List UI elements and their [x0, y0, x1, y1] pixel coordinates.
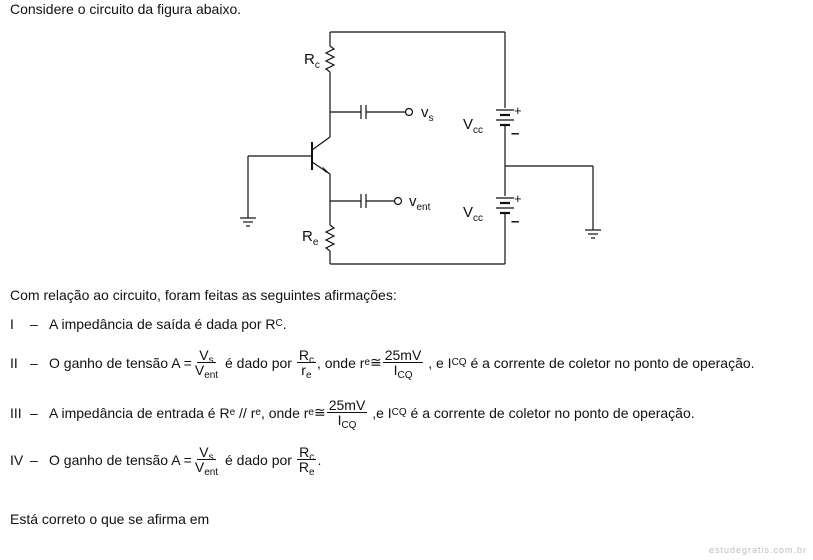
statement-ii: II – O ganho de tensão A = $\frac{V_s}{V_{ent}}$ é dado por $\frac{R_c}{r_e}$ , onde r e ≅ $\frac{25mV}{I_{CQ}}$ , e I CQ é a corrente de coletor no ponto de operação. [10, 347, 755, 381]
svg-text:Vcc: $V_{cc}$ [463, 116, 484, 136]
rc-resistor [326, 46, 334, 72]
svg-text:Rc: $R_c$ [304, 51, 320, 71]
circuit-diagram [0, 0, 813, 270]
re-resistor [326, 225, 334, 251]
statements-heading: Com relação ao circuito, foram feitas as seguintes afirmações: [10, 287, 397, 303]
vs-terminal [406, 109, 413, 116]
minus-top: – [511, 125, 520, 142]
svg-text:vent: $v_{ent}$ [409, 193, 431, 213]
vent-terminal [395, 198, 402, 205]
intro-text: Considere o circuito da figura abaixo. [10, 1, 242, 17]
svg-text:vs: $v_s$ [421, 104, 434, 124]
conclusion-text: Está correto o que se afirma em [10, 511, 210, 527]
statement-iv: IV – O ganho de tensão A = $\frac{V_s}{V_{ent}}$ é dado por $\frac{R_c}{R_e}$ . [10, 444, 322, 478]
statement-i: I – A impedância de saída é dada por R C . [10, 316, 287, 332]
statement-iii: III – A impedância de entrada é R e // r e , onde r e ≅ $\frac{25mV}{I_{CQ}}$ ,e I CQ é a corrente de coletor no ponto de operação. [10, 397, 695, 431]
minus-bottom: – [511, 213, 520, 230]
plus-bottom: + [514, 191, 522, 206]
svg-text:Re: $R_e$ [302, 228, 319, 248]
svg-text:Vcc: $V_{cc}$ [463, 204, 484, 224]
watermark: estudegratis.com.br [708, 545, 807, 555]
plus-top: + [514, 103, 522, 118]
